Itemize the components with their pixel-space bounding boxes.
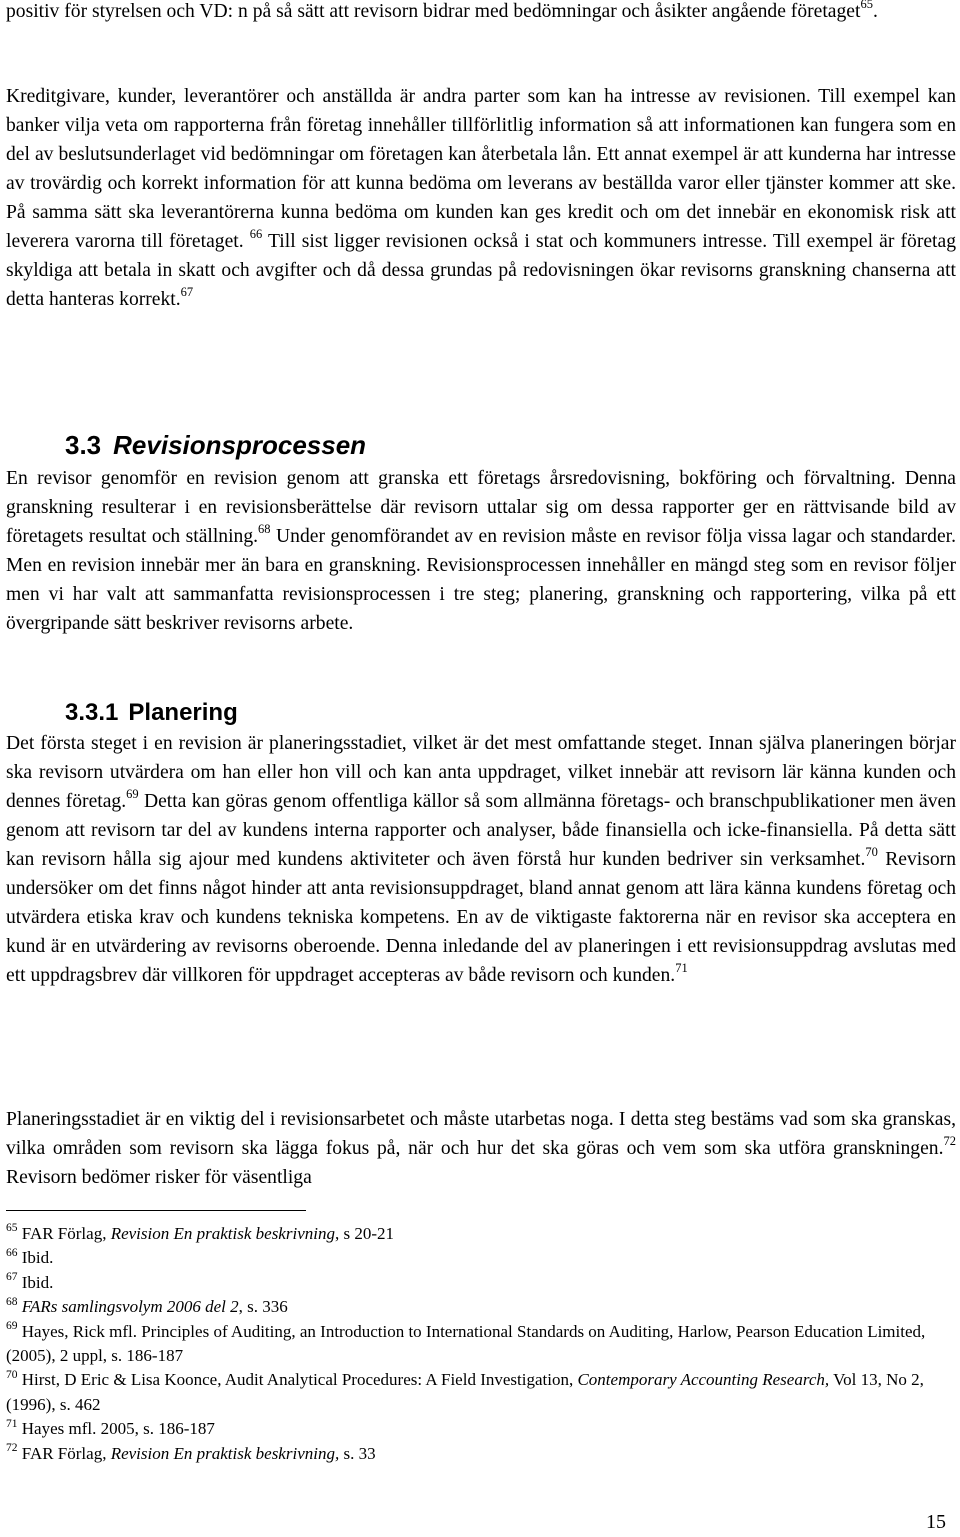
text-run: En revisor genomför en revision genom att granska ett företags årsredovisning, bokföring och förvaltning. Denna granskning resulterar i en revisionsberättelse där revisorn uttalar sig om dessa rapporter ger en rättvisande bild av företagets resultat och ställning.: [6, 468, 956, 547]
text-run: Revisorn bedömer risker för väsentliga: [6, 1167, 312, 1188]
paragraph-revision-process: [6, 464, 956, 638]
footnote-text: Ibid.: [21, 1248, 54, 1268]
footnote-number: 69: [6, 1319, 18, 1332]
text-run: positiv för styrelsen och VD: n på så sätt att revisorn bidrar med bedömningar och åsikter angående företaget: [6, 1, 861, 22]
footnote-ref: 72: [943, 1134, 956, 1149]
footnote-title: Revision En praktisk beskrivning,: [110, 1443, 340, 1463]
text-run: Detta kan göras genom offentliga källor så som allmänna företags- och branschpublikationer men även genom att revisorn tar del av kundens interna rapporter och analyser, både finansiella och icke-finansiella. På detta sätt kan revisorn hålla sig ajour med kundens aktiviteter och även förstå hur kunden bedriver sin verksamhet.: [6, 791, 957, 870]
paragraph-text: [6, 464, 956, 638]
paragraph-text: [6, 729, 956, 990]
section-heading: [65, 428, 366, 462]
footnote: [6, 1417, 946, 1441]
paragraph-text: [6, 1105, 956, 1192]
footnote-title: Contemporary Accounting Research,: [577, 1370, 830, 1390]
footnote-ref: 67: [180, 285, 194, 300]
footnote: [6, 1246, 946, 1270]
paragraph-stakeholders: [6, 82, 956, 314]
paragraph-text: [6, 82, 956, 314]
text-run: Till sist ligger revisionen också i stat och kommuners intresse. Till exempel är företag skyldiga att betala in skatt och avgifter och då dessa grundas på redovisningen ökar revisorns granskning chanserna att detta hanteras korrekt.: [6, 231, 956, 310]
paragraph-intro-continuation: [6, 0, 956, 26]
footnote-number: 71: [6, 1417, 18, 1430]
paragraph-planning-stage: [6, 1105, 956, 1192]
section-number: 3.3: [65, 430, 102, 460]
footnotes: [6, 1222, 946, 1466]
footnote-text: Hirst, D Eric & Lisa Koonce, Audit Analytical Procedures: A Field Investigation,: [21, 1370, 578, 1390]
footnote-number: 72: [6, 1442, 18, 1454]
footnote-number: 67: [6, 1271, 18, 1284]
text-run: .: [872, 1, 878, 22]
footnote-ref: 70: [865, 845, 878, 860]
footnote-ref: 65: [860, 0, 873, 12]
section-title: Revisionsprocessen: [113, 430, 367, 460]
text-run: Planeringsstadiet är en viktig del i revisionsarbetet och måste utarbetas noga. I detta steg bestäms vad som ska granskas, vilka områden som revisorn ska lägga fokus på, när och hur det ska göras och vem som ska utföra granskningen.: [6, 1109, 956, 1159]
text-run: Under genomförandet av en revision måste en revisor följa vissa lagar och standarder. Men en revision innebär mer än bara en granskning. Revisionsprocessen innehåller en mängd steg som en revisor följer men vi har valt att sammanfatta revisionsprocessen i tre steg; planering, granskning och rapportering, vilka på ett övergripande sätt beskriver revisorns arbete.: [6, 526, 956, 634]
footnote-text: Hayes mfl. 2005, s. 186-187: [21, 1419, 215, 1439]
footnote-text: , s 20-21: [334, 1224, 394, 1243]
footnote-separator: [6, 1210, 306, 1211]
footnote-title: Revision En praktisk beskrivning: [110, 1224, 335, 1243]
page-number: 15: [926, 1511, 946, 1533]
footnote-text: s. 33: [339, 1443, 376, 1463]
text-run: Det första steget i en revision är planeringsstadiet, vilket är det mest omfattande steget. Innan själva planeringen börjar ska revisorn utvärdera om han eller hon vill och kan anta uppdraget, vilket innebär att revisorn lär känna kunden och dennes företag.: [6, 733, 956, 812]
footnote-text: Hayes, Rick mfl. Principles of Auditing, an Introduction to International Standards on Auditing, Harlow, Pearson Education Limited, (2005), 2 uppl, s. 186-187: [6, 1321, 926, 1366]
footnote-text: , s. 336: [238, 1297, 288, 1317]
footnote-title: FARs samlingsvolym 2006 del 2: [21, 1297, 239, 1317]
footnote-text: FAR Förlag,: [21, 1443, 111, 1463]
footnote-number: 66: [6, 1246, 18, 1259]
footnote-ref: 66: [249, 227, 263, 242]
footnote-text: FAR Förlag,: [21, 1224, 111, 1243]
footnote: [6, 1442, 946, 1466]
footnote: [6, 1320, 946, 1369]
footnote: [6, 1271, 946, 1295]
footnote-number: 68: [6, 1295, 18, 1308]
paragraph-planning: [6, 729, 956, 990]
text-run: Kreditgivare, kunder, leverantörer och anställda är andra parter som kan ha intresse av revisionen. Till exempel kan banker vilja veta om rapporterna från företag innehåller tillförlitlig information så att informationen kan fungera som en del av beslutsunderlaget vid bedömningar om företagen kan återbetala lån. Ett annat exempel är att kunderna har intresse av trovärdig och korrekt information för att kunna bedöma om leverans av beställda varor eller tjänster kommer att ske. På samma sätt ska leverantörerna kunna bedöma om kunden kan ges kredit och om det innebär en ekonomisk risk att leverera varorna till företaget.: [6, 86, 956, 252]
paragraph-text: [6, 0, 956, 26]
footnote-number: 70: [6, 1368, 18, 1381]
text-run: Revisorn undersöker om det finns något hinder att anta revisionsuppdraget, bland annat genom att lära känna kundens företag och utvärdera etiska krav och kundens tekniska kompetens. En av de viktigaste faktorerna när en revisor ska acceptera en kund är en utvärdering av revisorns oberoende. Denna inledande del av planeringen i ett revisionsuppdrag avslutas med ett uppdragsbrev där villkoren för uppdraget accepteras av både revisorn och kunden.: [6, 849, 956, 986]
footnote-ref: 68: [258, 522, 271, 537]
footnote-text: Ibid.: [21, 1272, 54, 1292]
footnote-ref: 69: [126, 787, 139, 802]
footnote-text: Vol 13, No 2, (1996), s. 462: [6, 1370, 924, 1414]
footnote-number: 65: [6, 1222, 18, 1235]
footnote: [6, 1368, 946, 1417]
footnote: [6, 1295, 946, 1319]
subsection-heading: [65, 697, 238, 729]
subsection-number: 3.3.1: [65, 699, 119, 726]
footnote-ref: 71: [675, 961, 688, 976]
footnote: [6, 1222, 946, 1246]
subsection-title: Planering: [128, 699, 238, 726]
